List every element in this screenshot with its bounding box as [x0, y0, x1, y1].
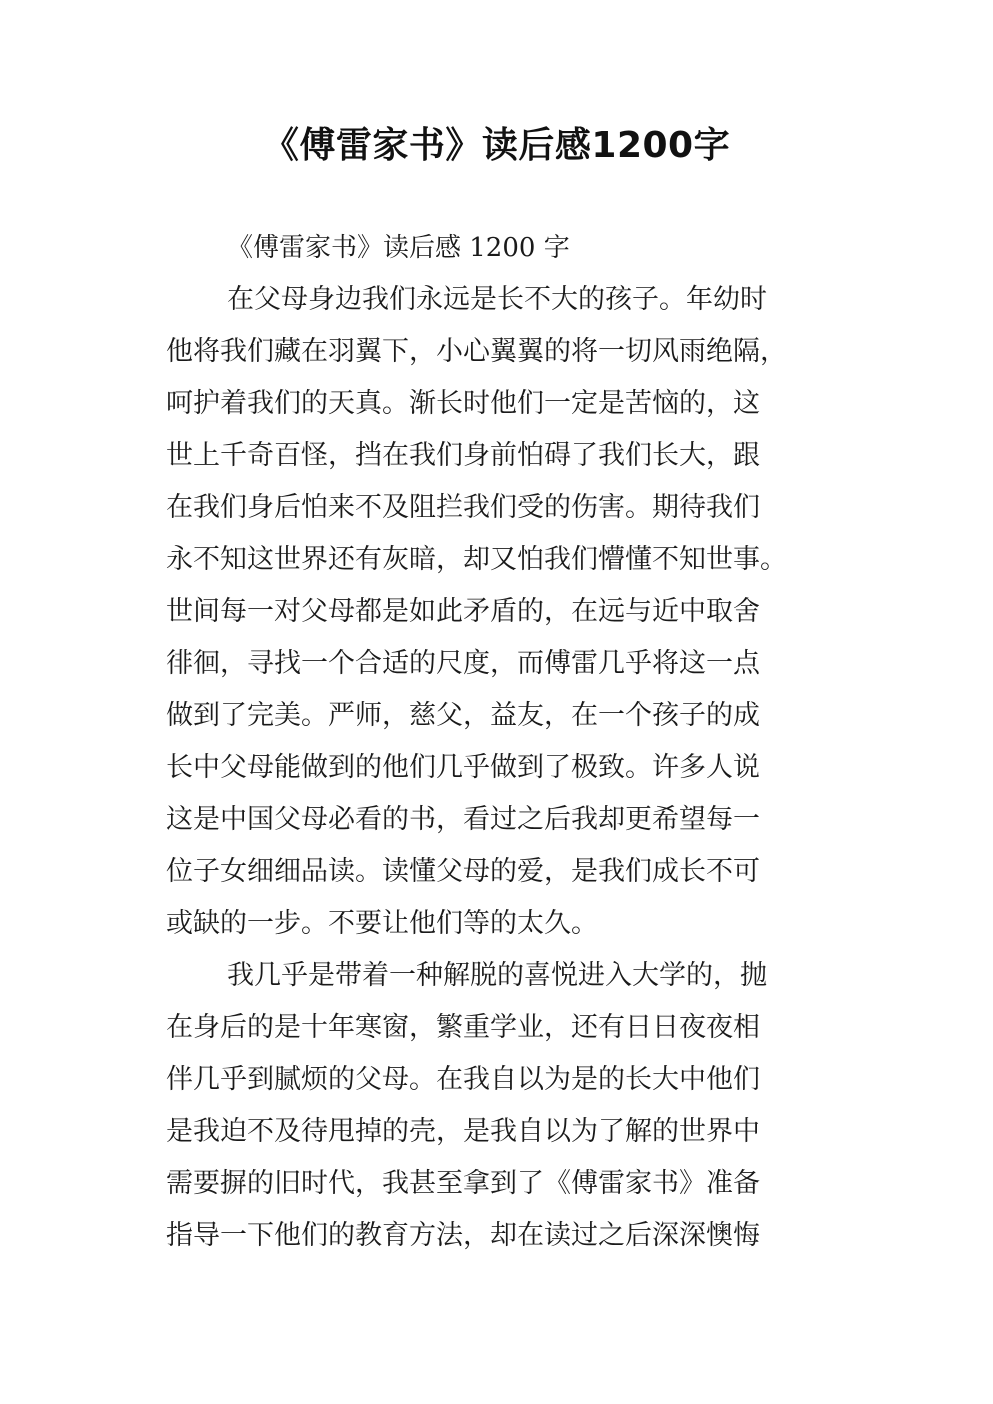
paragraph-line: 是我迫不及待甩掉的壳，是我自以为了解的世界中: [166, 1116, 760, 1147]
paragraph-line: 世间每一对父母都是如此矛盾的，在远与近中取舍: [166, 596, 760, 627]
paragraph-line: 在身后的是十年寒窗，繁重学业，还有日日夜夜相: [166, 1012, 760, 1043]
paragraph-line: 这是中国父母必看的书，看过之后我却更希望每一: [166, 804, 760, 835]
document-body: [166, 222, 828, 1262]
paragraph-line: 指导一下他们的教育方法，却在读过之后深深懊悔: [166, 1220, 760, 1251]
paragraph-line: 世上千奇百怪，挡在我们身前怕碍了我们长大，跟: [166, 440, 760, 471]
paragraph-line: 他将我们藏在羽翼下，小心翼翼的将一切风雨绝隔，: [166, 336, 787, 367]
paragraph-line: 在父母身边我们永远是长不大的孩子。年幼时: [227, 284, 767, 315]
paragraph-line: 做到了完美。严师，慈父，益友，在一个孩子的成: [166, 700, 760, 731]
paragraph-line: 伴几乎到腻烦的父母。在我自以为是的长大中他们: [166, 1064, 760, 1095]
subtitle-line: 《傅雷家书》读后感 1200 字: [227, 233, 570, 263]
paragraph-line: 长中父母能做到的他们几乎做到了极致。许多人说: [166, 752, 760, 783]
paragraph-line: 或缺的一步。不要让他们等的太久。: [166, 908, 598, 939]
paragraph-line: 在我们身后怕来不及阻拦我们受的伤害。期待我们: [166, 492, 760, 523]
document-title: 《傅雷家书》读后感1200字: [262, 125, 731, 166]
paragraph-line: 永不知这世界还有灰暗，却又怕我们懵懂不知世事。: [166, 544, 787, 575]
paragraph-line: 需要摒的旧时代，我甚至拿到了《傅雷家书》准备: [166, 1168, 760, 1199]
paragraph-line: 徘徊，寻找一个合适的尺度，而傅雷几乎将这一点: [166, 648, 760, 679]
paragraph-line: 位子女细细品读。读懂父母的爱，是我们成长不可: [166, 856, 760, 887]
paragraph-line: 呵护着我们的天真。渐长时他们一定是苦恼的，这: [166, 388, 760, 419]
paragraph-line: 我几乎是带着一种解脱的喜悦进入大学的，抛: [227, 960, 767, 991]
